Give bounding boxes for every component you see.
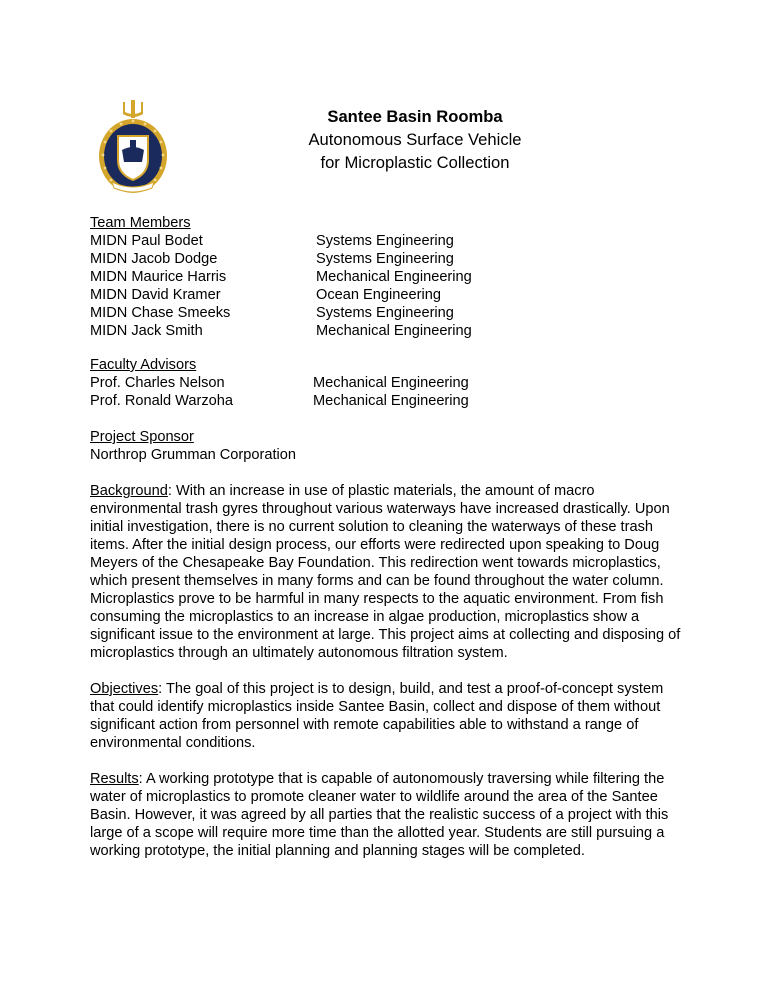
team-member-departments (316, 232, 472, 340)
team-member-dept: Mechanical Engineering (316, 323, 472, 339)
naval-academy-seal-icon (90, 100, 176, 196)
objectives-label: Objectives (90, 681, 159, 697)
faculty-advisors-heading: Faculty Advisors (90, 357, 197, 373)
project-sponsor-name: Northrop Grumman Corporation (90, 447, 297, 463)
faculty-advisor-departments (313, 374, 469, 410)
faculty-advisor-dept: Mechanical Engineering (313, 375, 469, 391)
team-member-name: MIDN Maurice Harris (90, 269, 227, 285)
team-member-name: MIDN Chase Smeeks (90, 305, 231, 321)
objectives-paragraph (90, 680, 690, 752)
faculty-advisor-dept: Mechanical Engineering (313, 393, 469, 409)
team-member-name: MIDN Jacob Dodge (90, 251, 218, 267)
objectives-text: : The goal of this project is to design, build, and test a proof-of-concept system that could identify microplastics inside Santee Basin, collect and dispose of them without significant action from personnel with remote capabilities able to withstand a range of environmental conditions. (90, 681, 664, 751)
faculty-advisor-name: Prof. Charles Nelson (90, 375, 225, 391)
team-member-names (90, 232, 230, 340)
project-sponsor-heading: Project Sponsor (90, 429, 194, 445)
results-text: : A working prototype that is capable of autonomously traversing while filtering the water of microplastics to promote cleaner water to wildlife around the area of the Santee Basin. However, it was agreed by all parties that the realistic success of a project with this large of a scope will require more time than the allotted year. Students are still pursuing a working prototype, the initial planning and planning stages will be completed. (90, 771, 669, 859)
team-members-heading: Team Members (90, 215, 191, 231)
team-member-name: MIDN Paul Bodet (90, 233, 203, 249)
document-subtitle-line1: Autonomous Surface Vehicle (308, 130, 522, 149)
project-sponsor-section (90, 428, 296, 464)
team-member-dept: Systems Engineering (316, 251, 454, 267)
background-text: : With an increase in use of plastic materials, the amount of macro environmental trash gyres throughout various waterways have increased drastically. Upon initial investigation, there is no current solution to cleaning the waterways of these trash items. After the initial design process, our efforts were redirected upon speaking to Doug Meyers of the Chesapeake Bay Foundation. This redirection went towards microplastics, which present themselves in many forms and can be found throughout the water column. Microplastics prove to be harmful in many respects to the aquatic environment. From fish consuming the microplastics to an increase in algae production, microplastics show a significant issue to the environment at large. This project aims at collecting and disposing of microplastics through an ultimately autonomous filtration system. (90, 483, 681, 661)
team-member-dept: Systems Engineering (316, 305, 454, 321)
document-subtitle-line2: for Microplastic Collection (320, 153, 510, 172)
team-member-name: MIDN Jack Smith (90, 323, 203, 339)
team-member-name: MIDN David Kramer (90, 287, 221, 303)
background-paragraph (90, 482, 690, 662)
results-paragraph (90, 770, 690, 860)
faculty-advisor-name: Prof. Ronald Warzoha (90, 393, 234, 409)
team-member-dept: Systems Engineering (316, 233, 454, 249)
results-label: Results (90, 771, 139, 787)
title-block (250, 105, 580, 174)
team-member-dept: Ocean Engineering (316, 287, 441, 303)
faculty-advisors-section (90, 356, 196, 374)
team-members-section (90, 214, 191, 232)
document-title: Santee Basin Roomba (327, 107, 503, 126)
team-member-dept: Mechanical Engineering (316, 269, 472, 285)
background-label: Background (90, 483, 168, 499)
faculty-advisor-names (90, 374, 233, 410)
